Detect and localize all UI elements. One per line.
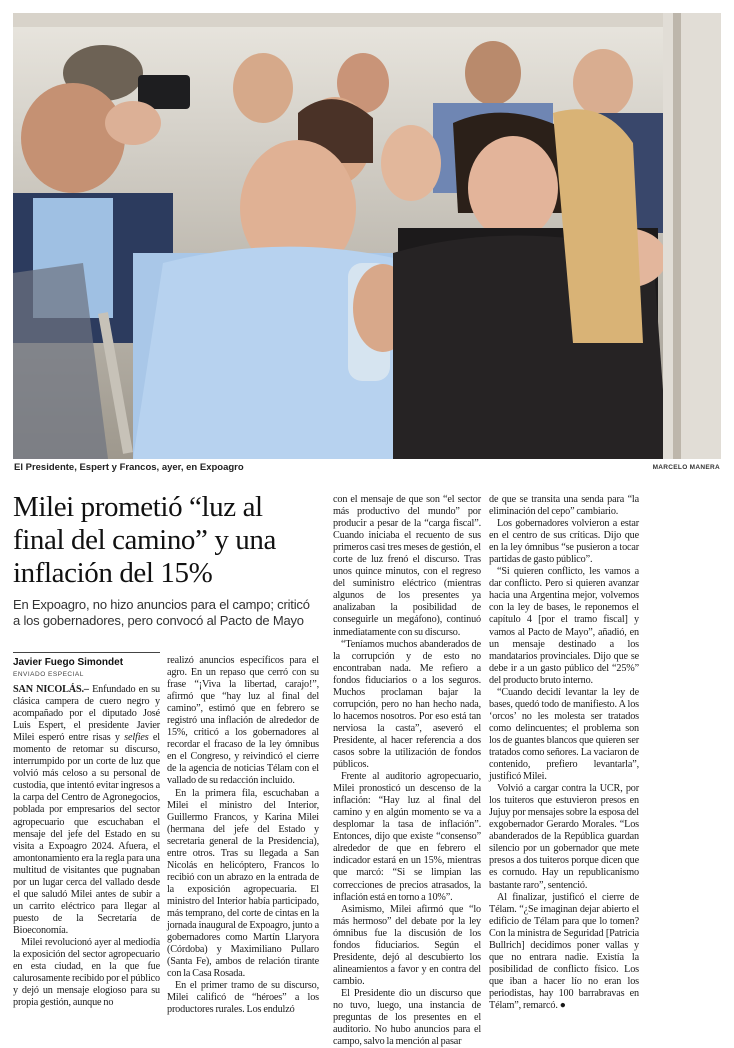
paragraph: “Si quieren conflicto, les vamos a dar conflicto. Pero si quieren avanzar hacia una Argentina mejor, volvemos con la ley de bases, le reponemos el capítulo 4 [por el tramo fiscal] y vamos al Pacto de Mayo”, añadió, en un mensaje destinado a los mandatarios provinciales. Dijo que se debe ir a un gasto público del “25%” del producto bruto interno. [489,566,639,686]
author-name: Javier Fuego Simondet [13,657,124,668]
photo-credit: MARCELO MANERA [652,464,720,471]
paragraph: En el primer tramo de su discurso, Milei calificó de “héroes” a los productores rurales. Los endulzó [167,980,319,1016]
article-column-4 [489,494,639,1012]
deck: En Expoagro, no hizo anuncios para el campo; criticó a los gobernadores, pero convocó al Pacto de Mayo [13,597,310,628]
photo-illustration [13,13,721,459]
paragraph: Frente al auditorio agropecuario, Milei pronosticó un descenso de la inflación: “Hay luz al final del camino y en algún momento se va a desplomar la tasa de inflación”. Entonces, dijo que existe “consenso” alrededor de que en febrero el indicador estará en un 15%, mientras que marcó: “Si se limpian las correcciones de precios atrasados, la inflación está en torno a 10%”. [333,771,481,903]
paragraph: Asimismo, Milei afirmó que “lo más hermoso” del debate por la ley ómnibus fue la discusión de los fondos fiduciarios. Según el Presidente, dejó al descubierto los alineamientos a favor y en contra del cambio. [333,903,481,987]
paragraph: SAN NICOLÁS.– Enfundado en su clásica campera de cuero negro y acompañado por el diputado José Luis Espert, el presidente Javier Milei esperó entre risas y selfies el momento de retomar su discurso, interrumpido por un corte de luz que volvió más celoso a su personal de custodia, que intentó evitar ingresos a la carpa del Centro de Agronegocios, poblada por empresarios del sector agropecuario que escuchaban el mensaje del jefe del Estado en su visita a Expoagro 2024. Afuera, el amontonamiento era la regla para una multitud de visitantes que pugnaban por un lugar cerca del vallado desde el que saludó Milei antes de subir a un carrito eléctrico para llegar al puesto de la Secretaría de Bioeconomía. [13,684,160,936]
article-column-3 [333,494,481,1048]
paragraph: Milei revolucionó ayer al mediodía la exposición del sector agropecuario en esta ciudad, en la que fue calurosamente recibido por el público y dejó un mensaje elogioso para su propia gestión, aunque no [13,936,160,1009]
paragraph: “Teníamos muchos abanderados de la corrupción y de esto no encontraban nada. Me refiero a fondos fiduciarios o a los seguros. Muchos proclaman bajar la corrupción, pero no han hecho nada, lo hacemos nosotros. Por eso está tan nerviosa la casta”, aseveró el Presidente, al hacer referencia a dos casos sobre la utilización de fondos públicos. [333,638,481,771]
paragraph: “Cuando decidí levantar la ley de bases, quedó todo de manifiesto. A los ‘orcos’ no les molesta ser tratados como delincuentes; el problema son los de guantes blancos que quieren ser tratados como señores. La vaciaron de contenido, prefiero levantarla”, justificó Milei. [489,686,639,783]
paragraph: En la primera fila, escuchaban a Milei el ministro del Interior, Guillermo Francos, y Karina Milei (hermana del jefe del Estado y secretaria general de la Presidencia), entre otros. Tras su llegada a San Nicolás en helicóptero, Francos lo recibió con un abrazo en la entrada de la exposición agropecuaria. El ministro del Interior había participado, más temprano, del corte de cintas en la jornada inaugural de Expoagro, junto a gobernadores como Martín Llaryora (Córdoba) y Maximiliano Pullaro (Santa Fe), ambos de relación tirante con la Casa Rosada. [167,787,319,980]
paragraph: con el mensaje de que son “el sector más productivo del mundo” por producir a pesar de la “carga fiscal”. Cuando iniciaba el recuento de sus primeros casi tres meses de gestión, el corte de luz frenó el discurso. Tras unos quince minutos, con el regreso del suministro eléctrico (mientras algunos de los presentes ya analizaban la posibilidad de conseguirle un megáfono), continuó inmediatamente con su discurso. [333,494,481,638]
dateline: SAN NICOLÁS.– [13,684,89,695]
byline-rule [13,652,160,653]
paragraph: de que se transita una senda para “la eliminación del cepo” cambiario. [489,494,639,518]
photo-caption: El Presidente, Espert y Francos, ayer, en Expoagro [14,462,244,473]
headline: Milei prometió “luz al final del camino” y una inflación del 15% [13,491,276,589]
article-column-1 [13,684,160,1009]
paragraph: Los gobernadores volvieron a estar en el centro de sus críticas. Dijo que en la ley ómnibus “se pusieron a tocar partidas de gasto público”. [489,518,639,566]
paragraph: Volvió a cargar contra la UCR, por los tuiteros que estuvieron presos en Jujuy por mensajes sobre la esposa del exgobernador Gerardo Morales. “Los abanderados de la República guardan silencio por un gobernador que mete presos a dos tuiteros porque dicen que es cornudo. Hay un republicanismo bastante raro”, sentenció. [489,783,639,891]
article-column-2 [167,655,319,1016]
author-role: ENVIADO ESPECIAL [13,671,84,678]
article-photo [13,13,721,459]
paragraph: realizó anuncios específicos para el agro. En un repaso que cerró con su frase “¡Viva la libertad, carajo!”, afirmó que “hay luz al final del camino”, estimó que en febrero se registró una inflación de alrededor de 15%, criticó a los gobernadores al recordar el fracaso de la ley ómnibus en el Congreso, y reivindicó el cierre de la agencia de noticias Télam con el vallado de su redacción incluido. [167,655,319,787]
paragraph: Al finalizar, justificó el cierre de Télam. “¿Se imaginan dejar abierto el edificio de Télam para que lo tomen? Con la ministra de Seguridad [Patricia Bullrich] decidimos poner vallas y que no entrara nadie. Existía la posibilidad de conflicto físico. Los que iban a hacer lío no eran los periodistas, hay 100 barrabravas en Télam”, remarcó. ● [489,891,639,1011]
paragraph: El Presidente dio un discurso que no tuvo, luego, una instancia de preguntas de los presentes en el auditorio. No hubo anuncios para el campo, salvo la mención al pasar [333,987,481,1048]
